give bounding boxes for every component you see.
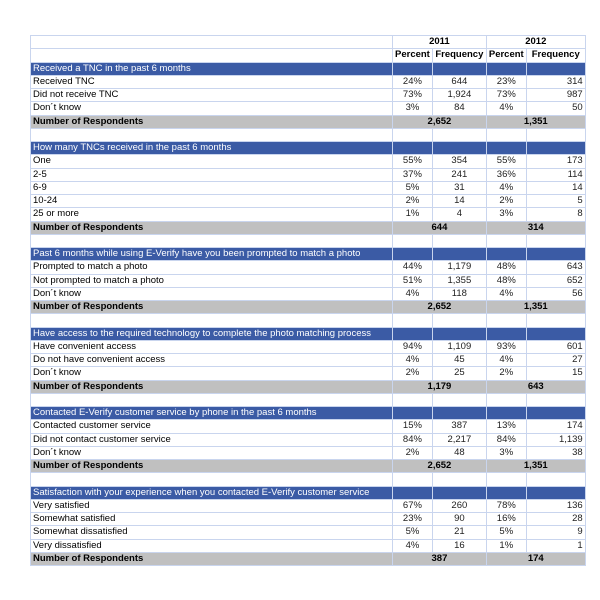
year-header-row	[31, 36, 586, 49]
empty-cell	[393, 473, 433, 486]
section-title: Have access to the required technology to complete the photo matching process	[31, 327, 393, 340]
section-header-cell	[526, 486, 585, 499]
row-label: Not prompted to match a photo	[31, 274, 393, 287]
section-header-cell	[393, 327, 433, 340]
frequency-header: Frequency	[526, 49, 585, 62]
table-row	[31, 354, 586, 367]
frequency-2011: 4	[432, 208, 486, 221]
percent-2011: 15%	[393, 420, 433, 433]
section-header-row	[31, 62, 586, 75]
blank-row	[31, 234, 586, 247]
table-row	[31, 446, 586, 459]
empty-cell	[31, 473, 393, 486]
row-label: Don´t know	[31, 102, 393, 115]
frequency-2011: 16	[432, 539, 486, 552]
percent-header: Percent	[393, 49, 433, 62]
percent-2012: 2%	[486, 367, 526, 380]
total-2012: 1,351	[486, 460, 585, 473]
percent-2012: 4%	[486, 102, 526, 115]
total-label: Number of Respondents	[31, 115, 393, 128]
percent-2011: 73%	[393, 89, 433, 102]
empty-cell	[393, 128, 433, 141]
frequency-2012: 27	[526, 354, 585, 367]
percent-2011: 4%	[393, 539, 433, 552]
total-2012: 1,351	[486, 301, 585, 314]
percent-2012: 55%	[486, 155, 526, 168]
percent-2012: 36%	[486, 168, 526, 181]
section-header-cell	[526, 327, 585, 340]
percent-2011: 2%	[393, 446, 433, 459]
empty-cell	[486, 234, 526, 247]
empty-cell	[526, 393, 585, 406]
frequency-2011: 84	[432, 102, 486, 115]
percent-2011: 51%	[393, 274, 433, 287]
total-2012: 174	[486, 552, 585, 565]
total-2011: 387	[393, 552, 487, 565]
section-header-cell	[393, 62, 433, 75]
percent-2011: 94%	[393, 340, 433, 353]
empty-cell	[31, 393, 393, 406]
frequency-2011: 31	[432, 181, 486, 194]
total-2012: 314	[486, 221, 585, 234]
percent-2011: 84%	[393, 433, 433, 446]
empty-cell	[432, 473, 486, 486]
total-label: Number of Respondents	[31, 552, 393, 565]
table-row	[31, 208, 586, 221]
row-label: Contacted customer service	[31, 420, 393, 433]
percent-2012: 48%	[486, 261, 526, 274]
empty-cell	[31, 49, 393, 62]
frequency-2011: 1,355	[432, 274, 486, 287]
section-title: Received a TNC in the past 6 months	[31, 62, 393, 75]
empty-cell	[393, 314, 433, 327]
table-row	[31, 513, 586, 526]
percent-2012: 1%	[486, 539, 526, 552]
frequency-2012: 14	[526, 181, 585, 194]
blank-row	[31, 128, 586, 141]
respondents-total-row	[31, 380, 586, 393]
percent-2011: 55%	[393, 155, 433, 168]
table-row	[31, 526, 586, 539]
section-header-cell	[393, 248, 433, 261]
frequency-2011: 118	[432, 287, 486, 300]
row-label: Somewhat satisfied	[31, 513, 393, 526]
table-row	[31, 75, 586, 88]
empty-cell	[486, 393, 526, 406]
row-label: Did not receive TNC	[31, 89, 393, 102]
frequency-2012: 174	[526, 420, 585, 433]
row-label: 25 or more	[31, 208, 393, 221]
table-row	[31, 102, 586, 115]
frequency-2012: 1	[526, 539, 585, 552]
empty-cell	[486, 128, 526, 141]
row-label: 2-5	[31, 168, 393, 181]
frequency-2011: 644	[432, 75, 486, 88]
frequency-2012: 314	[526, 75, 585, 88]
section-header-cell	[486, 327, 526, 340]
section-header-cell	[432, 142, 486, 155]
frequency-2012: 987	[526, 89, 585, 102]
table-row	[31, 433, 586, 446]
section-header-cell	[486, 407, 526, 420]
frequency-2012: 9	[526, 526, 585, 539]
empty-cell	[393, 234, 433, 247]
row-label: One	[31, 155, 393, 168]
frequency-2012: 5	[526, 195, 585, 208]
empty-cell	[31, 314, 393, 327]
frequency-2011: 2,217	[432, 433, 486, 446]
empty-cell	[31, 234, 393, 247]
section-title: Satisfaction with your experience when you contacted E-Verify customer service	[31, 486, 393, 499]
empty-cell	[432, 314, 486, 327]
frequency-2011: 1,109	[432, 340, 486, 353]
table-row	[31, 287, 586, 300]
row-label: Received TNC	[31, 75, 393, 88]
frequency-2012: 652	[526, 274, 585, 287]
section-header-cell	[432, 486, 486, 499]
respondents-total-row	[31, 301, 586, 314]
table-row	[31, 420, 586, 433]
row-label: Very dissatisfied	[31, 539, 393, 552]
section-header-cell	[486, 248, 526, 261]
section-header-cell	[393, 407, 433, 420]
percent-2012: 3%	[486, 446, 526, 459]
total-2012: 643	[486, 380, 585, 393]
section-header-row	[31, 327, 586, 340]
frequency-2011: 21	[432, 526, 486, 539]
frequency-2011: 1,179	[432, 261, 486, 274]
section-header-cell	[486, 142, 526, 155]
table-row	[31, 340, 586, 353]
empty-cell	[526, 314, 585, 327]
empty-cell	[432, 393, 486, 406]
percent-2012: 48%	[486, 274, 526, 287]
section-header-cell	[432, 248, 486, 261]
total-label: Number of Respondents	[31, 221, 393, 234]
percent-2012: 73%	[486, 89, 526, 102]
empty-cell	[432, 128, 486, 141]
section-header-row	[31, 248, 586, 261]
frequency-2012: 114	[526, 168, 585, 181]
year-2011-header: 2011	[393, 36, 487, 49]
empty-cell	[31, 36, 393, 49]
section-header-cell	[526, 142, 585, 155]
frequency-2012: 56	[526, 287, 585, 300]
total-2011: 2,652	[393, 301, 487, 314]
frequency-2011: 45	[432, 354, 486, 367]
percent-2012: 78%	[486, 499, 526, 512]
blank-row	[31, 393, 586, 406]
table-row	[31, 274, 586, 287]
section-title: Contacted E-Verify customer service by phone in the past 6 months	[31, 407, 393, 420]
percent-2012: 23%	[486, 75, 526, 88]
percent-2012: 2%	[486, 195, 526, 208]
frequency-2012: 28	[526, 513, 585, 526]
percent-header: Percent	[486, 49, 526, 62]
frequency-2012: 38	[526, 446, 585, 459]
frequency-2012: 15	[526, 367, 585, 380]
total-2011: 2,652	[393, 115, 487, 128]
empty-cell	[526, 234, 585, 247]
frequency-2011: 90	[432, 513, 486, 526]
blank-row	[31, 314, 586, 327]
row-label: Don´t know	[31, 367, 393, 380]
table-row	[31, 181, 586, 194]
section-header-row	[31, 407, 586, 420]
percent-2011: 3%	[393, 102, 433, 115]
percent-2012: 84%	[486, 433, 526, 446]
column-header-row	[31, 49, 586, 62]
percent-2011: 67%	[393, 499, 433, 512]
percent-2011: 24%	[393, 75, 433, 88]
total-2012: 1,351	[486, 115, 585, 128]
section-header-cell	[393, 142, 433, 155]
survey-results-table	[30, 35, 586, 566]
frequency-2011: 260	[432, 499, 486, 512]
section-header-cell	[486, 62, 526, 75]
percent-2011: 1%	[393, 208, 433, 221]
total-2011: 644	[393, 221, 487, 234]
total-label: Number of Respondents	[31, 380, 393, 393]
row-label: Somewhat dissatisfied	[31, 526, 393, 539]
table-row	[31, 367, 586, 380]
section-header-cell	[432, 62, 486, 75]
frequency-2012: 643	[526, 261, 585, 274]
table-row	[31, 261, 586, 274]
section-header-cell	[432, 327, 486, 340]
percent-2011: 2%	[393, 195, 433, 208]
frequency-2011: 25	[432, 367, 486, 380]
total-2011: 2,652	[393, 460, 487, 473]
frequency-2012: 1,139	[526, 433, 585, 446]
frequency-2012: 173	[526, 155, 585, 168]
total-label: Number of Respondents	[31, 301, 393, 314]
respondents-total-row	[31, 460, 586, 473]
percent-2011: 37%	[393, 168, 433, 181]
percent-2012: 13%	[486, 420, 526, 433]
section-header-cell	[486, 486, 526, 499]
total-label: Number of Respondents	[31, 460, 393, 473]
empty-cell	[432, 234, 486, 247]
respondents-total-row	[31, 552, 586, 565]
percent-2011: 4%	[393, 354, 433, 367]
row-label: Did not contact customer service	[31, 433, 393, 446]
percent-2012: 4%	[486, 354, 526, 367]
empty-cell	[486, 314, 526, 327]
respondents-total-row	[31, 115, 586, 128]
row-label: Prompted to match a photo	[31, 261, 393, 274]
frequency-2011: 14	[432, 195, 486, 208]
percent-2012: 4%	[486, 287, 526, 300]
empty-cell	[526, 128, 585, 141]
section-header-cell	[526, 407, 585, 420]
row-label: Have convenient access	[31, 340, 393, 353]
table-row	[31, 539, 586, 552]
table-row	[31, 168, 586, 181]
percent-2011: 23%	[393, 513, 433, 526]
frequency-2011: 354	[432, 155, 486, 168]
frequency-2012: 601	[526, 340, 585, 353]
empty-cell	[393, 393, 433, 406]
section-header-cell	[432, 407, 486, 420]
empty-cell	[526, 473, 585, 486]
total-2011: 1,179	[393, 380, 487, 393]
percent-2012: 16%	[486, 513, 526, 526]
section-header-cell	[526, 62, 585, 75]
percent-2011: 2%	[393, 367, 433, 380]
row-label: 6-9	[31, 181, 393, 194]
table-row	[31, 89, 586, 102]
frequency-2012: 8	[526, 208, 585, 221]
frequency-2011: 387	[432, 420, 486, 433]
frequency-2012: 136	[526, 499, 585, 512]
frequency-2011: 1,924	[432, 89, 486, 102]
row-label: Do not have convenient access	[31, 354, 393, 367]
table-row	[31, 155, 586, 168]
row-label: Don´t know	[31, 446, 393, 459]
row-label: Don´t know	[31, 287, 393, 300]
section-header-row	[31, 142, 586, 155]
table-row	[31, 195, 586, 208]
table-row	[31, 499, 586, 512]
frequency-2012: 50	[526, 102, 585, 115]
frequency-2011: 241	[432, 168, 486, 181]
percent-2011: 4%	[393, 287, 433, 300]
percent-2012: 3%	[486, 208, 526, 221]
section-header-row	[31, 486, 586, 499]
section-header-cell	[526, 248, 585, 261]
percent-2011: 44%	[393, 261, 433, 274]
empty-cell	[31, 128, 393, 141]
section-header-cell	[393, 486, 433, 499]
frequency-2011: 48	[432, 446, 486, 459]
row-label: Very satisfied	[31, 499, 393, 512]
section-title: Past 6 months while using E-Verify have you been prompted to match a photo	[31, 248, 393, 261]
percent-2011: 5%	[393, 181, 433, 194]
row-label: 10-24	[31, 195, 393, 208]
percent-2011: 5%	[393, 526, 433, 539]
section-title: How many TNCs received in the past 6 months	[31, 142, 393, 155]
percent-2012: 4%	[486, 181, 526, 194]
percent-2012: 93%	[486, 340, 526, 353]
blank-row	[31, 473, 586, 486]
empty-cell	[486, 473, 526, 486]
year-2012-header: 2012	[486, 36, 585, 49]
respondents-total-row	[31, 221, 586, 234]
frequency-header: Frequency	[432, 49, 486, 62]
percent-2012: 5%	[486, 526, 526, 539]
